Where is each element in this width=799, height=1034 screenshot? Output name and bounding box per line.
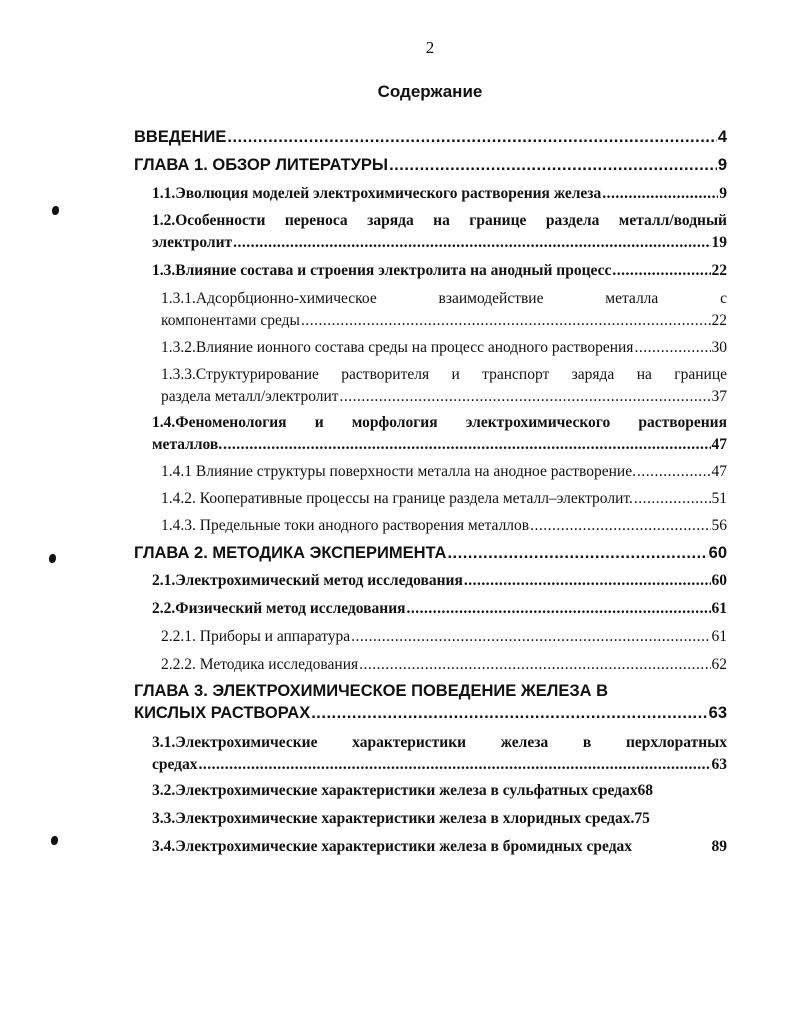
toc-entry-title-cont: раздела металл/электролит [161, 388, 339, 405]
toc-entry-title: 3.1.Электрохимические характеристики железа в перхлоратных [152, 734, 727, 751]
toc-entry-page: 62 [711, 656, 727, 673]
toc-entry-title: 1.2.Особенности переноса заряда на границе раздела металл/водный [152, 212, 727, 229]
toc-entry-1-3[interactable] [152, 260, 727, 282]
toc-entry-title: 3.3.Электрохимические характеристики железа в хлоридных средах. [152, 810, 635, 827]
toc-entry-page: 61 [711, 600, 727, 617]
toc-entry-page: 9 [719, 185, 727, 202]
toc-entry-chapter-3[interactable] [134, 680, 727, 724]
toc-entry-3-1[interactable] [152, 732, 727, 776]
toc-entry-page: 89 [711, 838, 727, 855]
toc-entry-title: 1.3.Влияние состава и строения электролита на анодный процесс [152, 262, 612, 279]
toc-entry-title: 2.2.Физический метод исследования [152, 600, 406, 617]
toc-entry-title: ГЛАВА 1. ОБЗОР ЛИТЕРАТУРЫ [134, 156, 389, 174]
toc-entry-3-2[interactable] [152, 780, 727, 802]
toc-entry-title: 1.4.1 Влияние структуры поверхности металла на анодное растворение. [161, 463, 636, 480]
toc-entry-title-cont: КИСЛЫХ РАСТВОРАХ [134, 704, 311, 722]
toc-entry-title: 1.3.1.Адсорбционно-химическое взаимодействие металла с [161, 290, 727, 307]
toc-entry-title-cont: электролит [152, 234, 233, 251]
toc-entry-1-4-3[interactable] [161, 515, 727, 537]
toc-entry-1-1[interactable] [152, 183, 727, 205]
toc-entry-title: 2.2.2. Методика исследования [161, 656, 359, 673]
toc-entry-title: ВВЕДЕНИЕ [134, 128, 227, 146]
page-number: 2 [425, 38, 435, 57]
toc-entry-page: 60 [708, 544, 727, 562]
toc-entry-title: 1.1.Эволюция моделей электрохимического растворения железа [152, 185, 602, 202]
toc-entry-title: ГЛАВА 2. МЕТОДИКА ЭКСПЕРИМЕНТА [134, 544, 447, 562]
toc-entry-1-3-1[interactable] [161, 288, 727, 332]
toc-entry-2-2[interactable] [152, 598, 727, 620]
toc-entry-page: 56 [711, 517, 727, 534]
toc-entry-chapter-2[interactable] [134, 542, 727, 564]
toc-entry-title: 1.3.2.Влияние ионного состава среды на процесс анодного растворения [161, 339, 634, 356]
toc-title: Содержание [377, 82, 483, 101]
toc-entry-title: 2.1.Электрохимический метод исследования [152, 572, 463, 589]
toc-entry-page: 22 [711, 312, 727, 329]
toc-entry-title: 3.4.Электрохимические характеристики железа в бромидных средах [152, 838, 633, 855]
toc-entry-page: 9 [717, 156, 727, 174]
toc-entry-page: 30 [711, 339, 727, 356]
toc-entry-title: 1.4.3. Предельные токи анодного растворения металлов [161, 517, 530, 534]
toc-entry-3-3[interactable] [152, 808, 727, 830]
toc-entry-1-3-3[interactable] [161, 364, 727, 408]
toc-entry-1-4[interactable] [152, 412, 727, 456]
toc-entry-title-cont: средах [152, 756, 198, 773]
toc-entry-title: 3.2.Электрохимические характеристики железа в сульфатных средах [152, 782, 638, 799]
toc-entry-page: 47 [711, 436, 727, 453]
toc-entry-2-2-1[interactable] [161, 626, 727, 648]
toc-entry-introduction[interactable] [134, 126, 727, 148]
toc-entry-page: 63 [711, 756, 727, 773]
toc-entry-page: 37 [711, 388, 727, 405]
toc-entry-title: 2.2.1. Приборы и аппаратура [161, 628, 351, 645]
toc-entry-page: 75 [634, 810, 650, 827]
toc-entry-1-2[interactable] [152, 210, 727, 254]
toc-entry-title: 1.3.3.Структурирование растворителя и транспорт заряда на границе [161, 366, 727, 383]
toc-entry-title: ГЛАВА 3. ЭЛЕКТРОХИМИЧЕСКОЕ ПОВЕДЕНИЕ ЖЕЛЕЗА В [134, 682, 609, 700]
toc-entry-chapter-1[interactable] [134, 154, 727, 176]
toc-entry-page: 51 [711, 490, 727, 507]
toc-entry-title-cont: компонентами среды [161, 312, 300, 329]
toc-entry-page: 22 [711, 262, 727, 279]
toc-entry-page: 47 [711, 463, 727, 480]
toc-entry-title: 1.4.2. Кооперативные процессы на границе раздела металл–электролит. [161, 490, 633, 507]
toc-entry-1-4-2[interactable] [161, 488, 727, 510]
toc-entry-page: 19 [711, 234, 727, 251]
toc-entry-page: 68 [637, 782, 654, 799]
toc-entry-1-4-1[interactable] [161, 461, 727, 483]
toc-entry-title-cont: металлов. [152, 436, 223, 453]
toc-entry-1-3-2[interactable] [161, 337, 727, 359]
toc-entry-3-4[interactable] [152, 836, 727, 858]
toc-entry-2-1[interactable] [152, 570, 727, 592]
toc-entry-2-2-2[interactable] [161, 654, 727, 676]
toc-entry-page: 63 [708, 704, 727, 722]
toc-entry-page: 61 [711, 628, 727, 645]
toc-entry-page: 4 [717, 128, 727, 146]
toc-entry-page: 60 [711, 572, 727, 589]
toc-entry-title: 1.4.Феноменология и морфология электрохимического растворения [152, 414, 727, 431]
